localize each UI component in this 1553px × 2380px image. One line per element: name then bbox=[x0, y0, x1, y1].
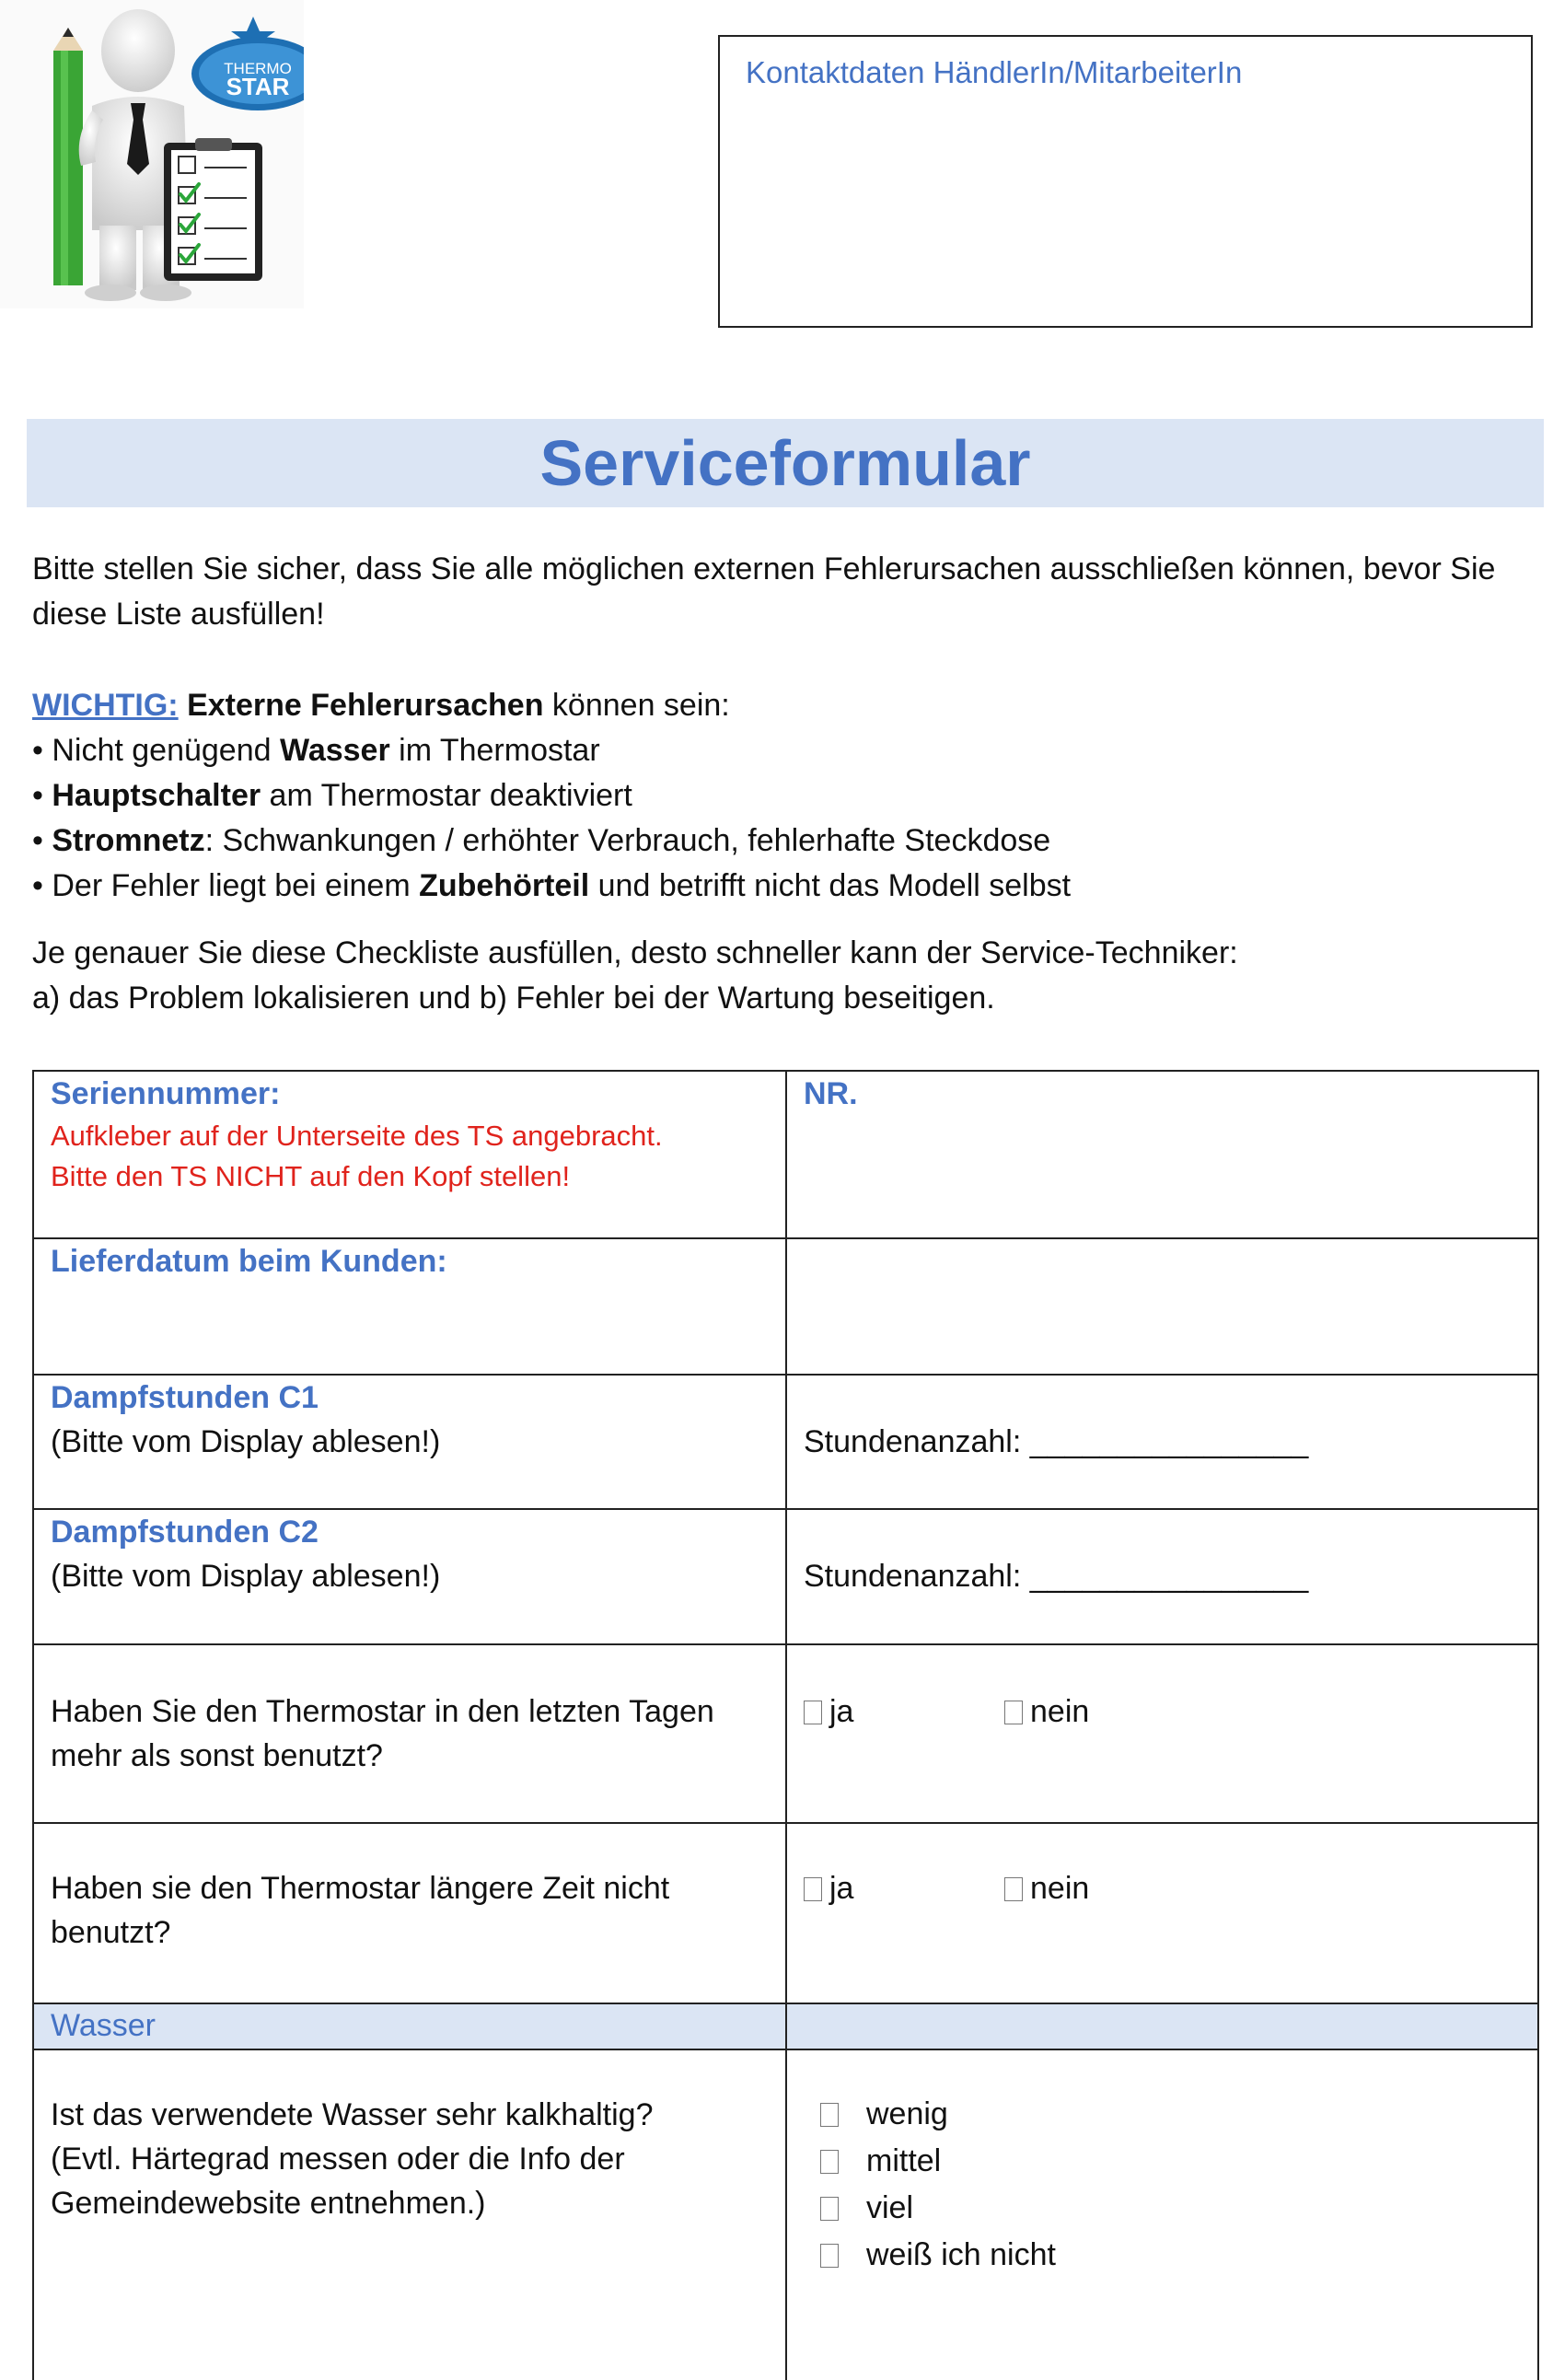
row-water-hardness bbox=[32, 2049, 1539, 2380]
delivery-label: Lieferdatum beim Kunden: bbox=[51, 1244, 447, 1279]
row-c1 bbox=[32, 1374, 1539, 1508]
more-usage-question: mehr als sonst benutzt? bbox=[51, 1738, 383, 1773]
wichtig-label: WICHTIG: bbox=[32, 688, 179, 723]
c1-hours-label: Stundenanzahl: ________________ bbox=[804, 1424, 1309, 1459]
thermostar-logo bbox=[0, 0, 304, 308]
row-serial bbox=[32, 1070, 1539, 1237]
water-option-wenig[interactable]: wenig bbox=[820, 2091, 1521, 2138]
checkbox[interactable] bbox=[820, 2197, 839, 2221]
more-usage-question: Haben Sie den Thermostar in den letzten Tagen bbox=[51, 1694, 714, 1729]
checkbox[interactable] bbox=[804, 1701, 822, 1724]
water-question: Ist das verwendete Wasser sehr kalkhaltig? bbox=[51, 2097, 654, 2132]
bullet-item: • Hauptschalter am Thermostar deaktiviert bbox=[32, 778, 632, 813]
c2-hint: (Bitte vom Display ablesen!) bbox=[51, 1559, 441, 1594]
row-long-unused bbox=[32, 1822, 1539, 2003]
bullet-item: • Nicht genügend Wasser im Thermostar bbox=[32, 733, 600, 768]
checkbox[interactable] bbox=[820, 2103, 839, 2127]
water-option-viel[interactable]: viel bbox=[820, 2185, 1521, 2232]
long-unused-yes-option[interactable]: ja bbox=[804, 1866, 1004, 1910]
more-usage-yes-option[interactable]: ja bbox=[804, 1689, 1004, 1734]
bullet-list bbox=[32, 728, 1533, 909]
c1-hours-field[interactable] bbox=[785, 1376, 1537, 1508]
serial-nr-label: NR. bbox=[804, 1076, 858, 1111]
wichtig-line bbox=[32, 683, 1533, 728]
row-c2 bbox=[32, 1508, 1539, 1643]
contact-box[interactable] bbox=[718, 35, 1533, 328]
long-unused-question: Haben sie den Thermostar längere Zeit nicht bbox=[51, 1871, 670, 1906]
delivery-field[interactable] bbox=[785, 1239, 1537, 1374]
svg-text:STAR: STAR bbox=[226, 73, 290, 100]
checkbox[interactable] bbox=[804, 1877, 822, 1901]
wichtig-bold: Externe Fehlerursachen bbox=[187, 688, 544, 723]
serial-label: Seriennummer: bbox=[51, 1076, 281, 1111]
title-bar bbox=[27, 419, 1544, 507]
c2-label: Dampfstunden C2 bbox=[51, 1515, 319, 1550]
svg-text:THERMO: THERMO bbox=[224, 60, 292, 77]
row-delivery bbox=[32, 1237, 1539, 1374]
row-more-usage bbox=[32, 1643, 1539, 1822]
outro-line: a) das Problem lokalisieren und b) Fehler bei der Wartung beseitigen. bbox=[32, 981, 995, 1016]
wichtig-rest: können sein: bbox=[543, 688, 730, 723]
section-water bbox=[32, 2003, 1539, 2049]
page-title: Serviceformular bbox=[539, 427, 1031, 499]
contact-label: Kontaktdaten HändlerIn/MitarbeiterIn bbox=[746, 55, 1243, 89]
serial-note: Bitte den TS NICHT auf den Kopf stellen! bbox=[51, 1160, 571, 1192]
c1-hint: (Bitte vom Display ablesen!) bbox=[51, 1424, 441, 1459]
water-option-mittel[interactable]: mittel bbox=[820, 2138, 1521, 2185]
service-form-table bbox=[32, 1070, 1539, 2377]
checkbox[interactable] bbox=[820, 2244, 839, 2268]
more-usage-no-option[interactable]: nein bbox=[1004, 1689, 1089, 1734]
bullet-item: • Der Fehler liegt bei einem Zubehörteil und betrifft nicht das Modell selbst bbox=[32, 868, 1072, 903]
bullet-item: • Stromnetz: Schwankungen / erhöhter Verbrauch, fehlerhafte Steckdose bbox=[32, 823, 1051, 858]
water-option-unknown[interactable]: weiß ich nicht bbox=[820, 2232, 1521, 2279]
c2-hours-label: Stundenanzahl: ________________ bbox=[804, 1559, 1309, 1594]
long-unused-no-option[interactable]: nein bbox=[1004, 1866, 1089, 1910]
c1-label: Dampfstunden C1 bbox=[51, 1380, 319, 1415]
water-question: (Evtl. Härtegrad messen oder die Info der bbox=[51, 2142, 625, 2177]
section-water-label: Wasser bbox=[51, 2008, 156, 2043]
checkbox[interactable] bbox=[1004, 1877, 1023, 1901]
checkbox[interactable] bbox=[820, 2150, 839, 2174]
serial-note: Aufkleber auf der Unterseite des TS angebracht. bbox=[51, 1120, 663, 1152]
outro-text bbox=[32, 931, 1533, 1021]
intro-text: Bitte stellen Sie sicher, dass Sie alle möglichen externen Fehlerursachen ausschließen können, bevor Sie diese Liste ausfüllen! bbox=[32, 551, 1496, 632]
long-unused-question: benutzt? bbox=[51, 1915, 171, 1950]
serial-field[interactable] bbox=[785, 1072, 1537, 1237]
outro-line: Je genauer Sie diese Checkliste ausfüllen, desto schneller kann der Service-Techniker: bbox=[32, 935, 1238, 970]
water-question: Gemeindewebsite entnehmen.) bbox=[51, 2186, 486, 2221]
checkbox[interactable] bbox=[1004, 1701, 1023, 1724]
c2-hours-field[interactable] bbox=[785, 1510, 1537, 1643]
